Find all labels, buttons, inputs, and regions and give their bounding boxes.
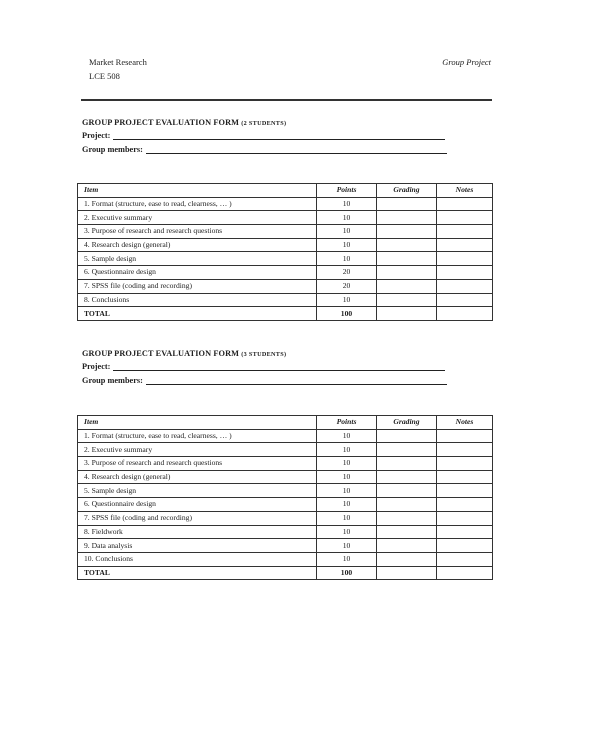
grading-cell[interactable] (377, 484, 437, 498)
total-row (78, 566, 493, 580)
item-cell: 9. Data analysis (78, 539, 317, 553)
notes-cell[interactable] (437, 457, 493, 471)
grading-cell[interactable] (377, 293, 437, 307)
table-row (78, 279, 493, 293)
points-cell: 10 (317, 484, 377, 498)
col-header-item: Item (78, 184, 317, 198)
total-notes-cell[interactable] (437, 566, 493, 580)
grading-cell[interactable] (377, 252, 437, 266)
grading-cell[interactable] (377, 197, 437, 211)
grading-cell[interactable] (377, 443, 437, 457)
header-divider (81, 99, 492, 101)
group-members-input-line[interactable] (146, 376, 447, 385)
points-cell: 10 (317, 293, 377, 307)
points-cell: 10 (317, 539, 377, 553)
item-cell: 5. Sample design (78, 484, 317, 498)
course-code: LCE 508 (89, 71, 120, 81)
notes-cell[interactable] (437, 279, 493, 293)
grading-cell[interactable] (377, 279, 437, 293)
table-row (78, 238, 493, 252)
table-row (78, 443, 493, 457)
grading-cell[interactable] (377, 457, 437, 471)
notes-cell[interactable] (437, 266, 493, 280)
evaluation-table-3-students (77, 415, 493, 580)
table-row (78, 457, 493, 471)
table-row (78, 293, 493, 307)
item-cell: 7. SPSS file (coding and recording) (78, 511, 317, 525)
course-name: Market Research (89, 57, 147, 67)
points-cell: 10 (317, 457, 377, 471)
notes-cell[interactable] (437, 539, 493, 553)
group-members-field (82, 145, 447, 154)
grading-cell[interactable] (377, 266, 437, 280)
form-subtitle: (3 STUDENTS) (241, 351, 287, 358)
table-row (78, 266, 493, 280)
col-header-notes: Notes (437, 184, 493, 198)
group-members-input-line[interactable] (146, 145, 447, 154)
points-cell: 10 (317, 498, 377, 512)
total-label: TOTAL (78, 307, 317, 321)
item-cell: 8. Conclusions (78, 293, 317, 307)
table-row (78, 525, 493, 539)
group-members-label: Group members: (82, 376, 143, 385)
form-title-2-students (82, 118, 286, 127)
total-notes-cell[interactable] (437, 307, 493, 321)
table-row (78, 470, 493, 484)
grading-cell[interactable] (377, 498, 437, 512)
col-header-grading: Grading (377, 184, 437, 198)
grading-cell[interactable] (377, 539, 437, 553)
notes-cell[interactable] (437, 525, 493, 539)
points-cell: 10 (317, 429, 377, 443)
col-header-item: Item (78, 416, 317, 430)
grading-cell[interactable] (377, 470, 437, 484)
col-header-notes: Notes (437, 416, 493, 430)
notes-cell[interactable] (437, 470, 493, 484)
item-cell: 8. Fieldwork (78, 525, 317, 539)
project-label: Project: (82, 131, 111, 140)
col-header-points: Points (317, 184, 377, 198)
notes-cell[interactable] (437, 197, 493, 211)
item-cell: 5. Sample design (78, 252, 317, 266)
item-cell: 4. Research design (general) (78, 470, 317, 484)
project-field (82, 131, 445, 140)
table-row (78, 197, 493, 211)
item-cell: 6. Questionnaire design (78, 266, 317, 280)
grading-cell[interactable] (377, 211, 437, 225)
project-input-line[interactable] (113, 131, 445, 140)
grading-cell[interactable] (377, 225, 437, 239)
item-cell: 1. Format (structure, ease to read, clearness, … ) (78, 197, 317, 211)
notes-cell[interactable] (437, 443, 493, 457)
points-cell: 10 (317, 511, 377, 525)
item-cell: 3. Purpose of research and research questions (78, 225, 317, 239)
item-cell: 2. Executive summary (78, 443, 317, 457)
grading-cell[interactable] (377, 552, 437, 566)
notes-cell[interactable] (437, 511, 493, 525)
table-row (78, 498, 493, 512)
points-cell: 10 (317, 238, 377, 252)
col-header-grading: Grading (377, 416, 437, 430)
item-cell: 6. Questionnaire design (78, 498, 317, 512)
grading-cell[interactable] (377, 238, 437, 252)
points-cell: 10 (317, 443, 377, 457)
notes-cell[interactable] (437, 293, 493, 307)
total-grading-cell[interactable] (377, 566, 437, 580)
doc-label: Group Project (442, 57, 491, 67)
project-input-line[interactable] (113, 362, 445, 371)
table-row (78, 225, 493, 239)
table-header-row (78, 184, 493, 198)
points-cell: 20 (317, 279, 377, 293)
total-row (78, 307, 493, 321)
points-cell: 20 (317, 266, 377, 280)
table-header-row (78, 416, 493, 430)
item-cell: 1. Format (structure, ease to read, clearness, … ) (78, 429, 317, 443)
item-cell: 4. Research design (general) (78, 238, 317, 252)
project-field (82, 362, 445, 371)
notes-cell[interactable] (437, 498, 493, 512)
total-label: TOTAL (78, 566, 317, 580)
points-cell: 10 (317, 470, 377, 484)
group-members-field (82, 376, 447, 385)
total-grading-cell[interactable] (377, 307, 437, 321)
table-row (78, 211, 493, 225)
form-title-3-students (82, 349, 286, 358)
points-cell: 10 (317, 197, 377, 211)
notes-cell[interactable] (437, 252, 493, 266)
table-row (78, 252, 493, 266)
item-cell: 2. Executive summary (78, 211, 317, 225)
table-row (78, 484, 493, 498)
table-row (78, 429, 493, 443)
table-row (78, 511, 493, 525)
project-label: Project: (82, 362, 111, 371)
group-members-label: Group members: (82, 145, 143, 154)
table-row (78, 552, 493, 566)
points-cell: 10 (317, 225, 377, 239)
form-subtitle: (2 STUDENTS) (241, 120, 287, 127)
table-row (78, 539, 493, 553)
points-cell: 10 (317, 211, 377, 225)
item-cell: 10. Conclusions (78, 552, 317, 566)
total-points: 100 (317, 566, 377, 580)
col-header-points: Points (317, 416, 377, 430)
notes-cell[interactable] (437, 484, 493, 498)
points-cell: 10 (317, 525, 377, 539)
item-cell: 7. SPSS file (coding and recording) (78, 279, 317, 293)
grading-cell[interactable] (377, 429, 437, 443)
notes-cell[interactable] (437, 211, 493, 225)
notes-cell[interactable] (437, 552, 493, 566)
notes-cell[interactable] (437, 225, 493, 239)
form-title-text: GROUP PROJECT EVALUATION FORM (82, 118, 240, 127)
grading-cell[interactable] (377, 525, 437, 539)
notes-cell[interactable] (437, 429, 493, 443)
points-cell: 10 (317, 252, 377, 266)
grading-cell[interactable] (377, 511, 437, 525)
evaluation-table-2-students (77, 183, 493, 321)
total-points: 100 (317, 307, 377, 321)
points-cell: 10 (317, 552, 377, 566)
item-cell: 3. Purpose of research and research questions (78, 457, 317, 471)
notes-cell[interactable] (437, 238, 493, 252)
form-title-text: GROUP PROJECT EVALUATION FORM (82, 349, 240, 358)
